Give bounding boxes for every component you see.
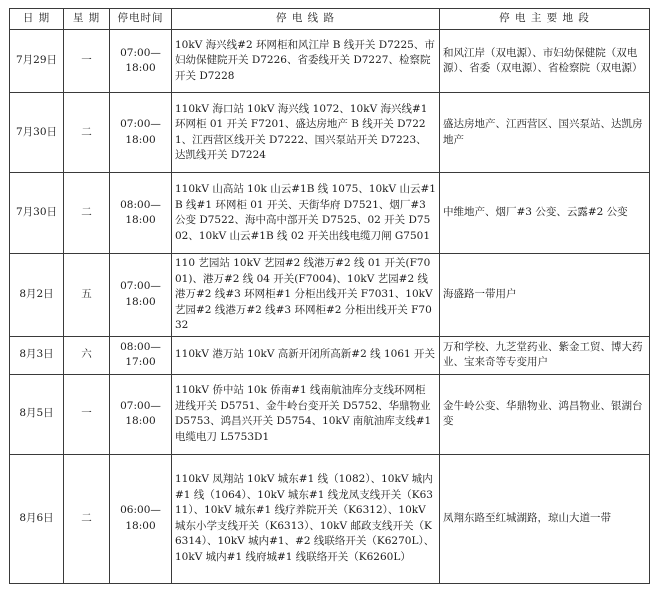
cell-date: 7月30日 (10, 93, 64, 173)
cell-areas: 盛达房地产、江西营区、国兴泵站、达凯房地产 (440, 93, 650, 173)
cell-lines: 110kV 侨中站 10k 侨南#1 线南航油库分支线环网柜进线开关 D5751、金牛岭台变开关 D5752、华鼎物业 D5753、鸿昌兴开关 D5754、10kV 南航油库支线#1 电缆电刀 L5753D1 (172, 374, 440, 454)
cell-weekday: 一 (64, 30, 110, 93)
cell-time: 07:00—18:00 (110, 93, 172, 173)
cell-weekday: 二 (64, 454, 110, 583)
header-time: 停电时间 (110, 9, 172, 30)
header-weekday: 星 期 (64, 9, 110, 30)
cell-date: 7月29日 (10, 30, 64, 93)
cell-weekday: 五 (64, 254, 110, 337)
table-row (10, 336, 650, 374)
table-header-row (10, 9, 650, 30)
cell-weekday: 六 (64, 336, 110, 374)
cell-areas: 凤翔东路至红城湖路，琼山大道一带 (440, 454, 650, 583)
cell-areas: 海盛路一带用户 (440, 254, 650, 337)
table-row (10, 93, 650, 173)
cell-date: 8月6日 (10, 454, 64, 583)
outage-schedule-table (9, 8, 650, 584)
cell-date: 8月3日 (10, 336, 64, 374)
cell-areas: 中维地产、烟厂#3 公变、云露#2 公变 (440, 173, 650, 254)
cell-date: 7月30日 (10, 173, 64, 254)
cell-date: 8月5日 (10, 374, 64, 454)
table-row (10, 454, 650, 583)
cell-lines: 110 艺园站 10kV 艺园#2 线港万#2 线 01 开关(F7001)、港万#2 线 04 开关(F7004)、10kV 艺园#2 线港万#2 线#3 环网柜#1 分柜出线开关 F7031、10kV 艺园#2 线港万#2 线#3 环网柜#2 分柜出线开关 F7032 (172, 254, 440, 337)
cell-time: 07:00—18:00 (110, 374, 172, 454)
cell-lines: 10kV 海兴线#2 环网柜和风江岸 B 线开关 D7225、市妇幼保健院开关 D7226、省委线开关 D7227、检察院开关 D7228 (172, 30, 440, 93)
cell-lines: 110kV 海口站 10kV 海兴线 1072、10kV 海兴线#1 环网柜 01 开关 F7201、盛达房地产 B 线开关 D7221、江西营区线开关 D7222、国兴泵站开关 D7223、达凯线开关 D7224 (172, 93, 440, 173)
cell-weekday: 二 (64, 173, 110, 254)
cell-lines: 110kV 凤翔站 10kV 城东#1 线（1082）、10kV 城内#1 线（1064）、10kV 城东#1 线龙凤支线开关（K6311）、10kV 城东#1 线疗养院开关（K6312）、10kV 城东小学支线开关（K6313）、10kV 邮政支线开关（K6314）、10kV 城内#1、#2 线联络开关（K6270L）、10kV 城内#1 线府城#1 线联络开关（K6260L） (172, 454, 440, 583)
header-lines: 停 电 线 路 (172, 9, 440, 30)
cell-time: 07:00—18:00 (110, 30, 172, 93)
cell-lines: 110kV 山高站 10k 山云#1B 线 1075、10kV 山云#1B 线#1 环网柜 01 开关、天街华府 D7521、烟厂#3 公变 D7522、海中高中部开关 D7525、02 开关 D7502、10kV 山云#1B 线 02 开关出线电缆刀闸 G7501 (172, 173, 440, 254)
cell-areas: 和风江岸（双电源）、市妇幼保健院（双电源）、省委（双电源）、省检察院（双电源） (440, 30, 650, 93)
header-areas: 停 电 主 要 地 段 (440, 9, 650, 30)
table-row (10, 173, 650, 254)
cell-time: 07:00—18:00 (110, 254, 172, 337)
cell-time: 08:00—17:00 (110, 336, 172, 374)
table-row (10, 374, 650, 454)
cell-areas: 万和学校、九芝堂药业、紫金工贸、博大药业、宝来奇等专变用户 (440, 336, 650, 374)
cell-time: 06:00—18:00 (110, 454, 172, 583)
cell-date: 8月2日 (10, 254, 64, 337)
cell-areas: 金牛岭公变、华鼎物业、鸿昌物业、银湖台变 (440, 374, 650, 454)
cell-weekday: 二 (64, 93, 110, 173)
cell-weekday: 一 (64, 374, 110, 454)
cell-time: 08:00—18:00 (110, 173, 172, 254)
cell-lines: 110kV 港万站 10kV 高新开闭所高新#2 线 1061 开关 (172, 336, 440, 374)
table-row (10, 254, 650, 337)
header-date: 日 期 (10, 9, 64, 30)
table-row (10, 30, 650, 93)
